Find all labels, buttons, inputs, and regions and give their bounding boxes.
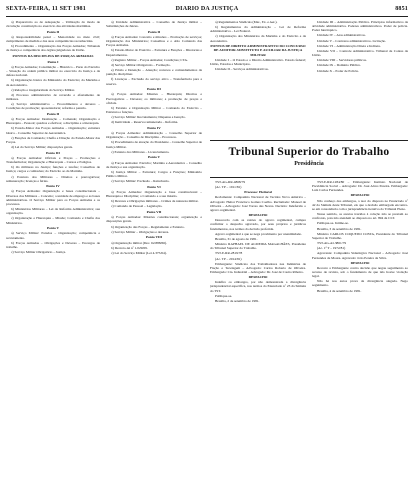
paragraph: e) Serviço administrativo – Procedimentos e deveres – Condições de promoção; aposentadoria; reforma e pensão.	[6, 102, 100, 111]
paragraph: b) Estatuto e Organização Militar – Comando do Exército – Estrutura e funções.	[106, 105, 202, 114]
paragraph: c) Funções de Comando; Chefia e Direção do Estado-Maior das Forças.	[6, 135, 100, 144]
paragraph: d) Lei do Serviço Militar; disposições gerais.	[11, 145, 73, 150]
paragraph: c) Relação e irregularidade do Serviço Militar.	[11, 87, 75, 92]
section-heading: Ponto V	[46, 226, 60, 231]
paragraph: c) Serviço Militar: Exclusão – Reinclusão.	[111, 179, 170, 184]
centered-label: DESPACHO	[350, 193, 370, 198]
paragraph: Unidade VI – Administração Direta e Indireta.	[317, 43, 381, 48]
paragraph: a) Organização militar (Dec. 62.888/66).	[111, 240, 167, 245]
paragraph: b) Justiça Militar – Estrutura; Cargos e Funções; Ministério Público Militar.	[106, 169, 202, 178]
centered-label: DESPACHO	[248, 213, 268, 218]
paragraph: a) Forças Armadas: Missões constitucionais; organização e disposições gerais.	[106, 215, 202, 224]
paragraph: c) Registro Militar – Forças Armadas; Condições; CTA.	[111, 57, 188, 62]
paragraph: a) Forças Armadas: Organização e bases constitucionais – Diversos dos Militares – Conceito; a unidade de emprego e as bases administrativas. O Serviço Militar para os Forças Armadas e os processos.	[6, 189, 100, 206]
paragraph: c) Serviço Militar: Recrutamento; Dispensa e Isenção.	[111, 115, 186, 120]
paragraph: Ministro RAPHAEL DE ALMEIDA MAGALHÃES, Presidente do Tribunal Superior do Trabalho.	[210, 242, 306, 251]
header-date: SEXTA-FEIRA, 11 SET 1981	[6, 6, 86, 12]
paragraph: b) Deveres e Obrigações militares – Crimes de natureza militar.	[111, 199, 199, 204]
paragraph: Recorre a Embargante contra decisão que negou seguimento ao recurso de revista, sob o fundamento de que não houve violação legal.	[312, 265, 408, 279]
column-4-bottom	[312, 180, 408, 498]
paragraph: c) Estatuto dos Militares – Direitos e prerrogativas; remuneração; licenças e férias.	[6, 174, 100, 183]
paragraph: Publique-se. Intime-se.	[317, 221, 349, 226]
paragraph: b) Forças Armadas – Obrigações e Deveres – Encargos de trabalho.	[6, 240, 100, 249]
paragraph: b) Procedimento – Organização das Forças Armadas; Tribunais de Justiça e competência dos órgãos julgadores da União.	[6, 44, 100, 53]
paragraph: Nesse sentido, os arestos trazidos à colação não se prestam ao confronto, pois não atendem ao disposto no art. 894 da CLT.	[312, 212, 408, 221]
section-heading: Ponto III	[147, 87, 161, 92]
section-heading: Ponto III	[46, 150, 60, 155]
paragraph: (Ac. TP – 2014/81)	[215, 256, 242, 261]
paragraph: TST-AG-RR-4868/79	[215, 180, 246, 184]
header-title: DIARIO DA JUSTIÇA	[175, 6, 239, 12]
column-1	[6, 20, 100, 498]
paragraph: b) Os militares na Justiça; funções e tarefas; Conselhos de Justiça; cargos e comissões; do Exército ao da Marinha.	[6, 165, 100, 174]
paragraph: a) Unidade Administrativa – Conselho de Justiça militar – Substituições de Juízes.	[106, 20, 202, 29]
paragraph: a) Forças Armadas: Missões – Hierarquia; Direitos e Prerrogativas – Deveres; os militares; a promoção de praças e oficiais.	[106, 92, 202, 105]
paragraph: f) Licenças – Exclusão do serviço ativo – Transferência para a reserva.	[106, 77, 202, 86]
paragraph: TST-E-RR-2819/78	[215, 251, 243, 256]
paragraph: Agravo regimental a que se nega provimento por unanimidade.	[215, 231, 302, 236]
paragraph: Unidade VII – Controle Administrativo. Tribunal de Contas da União.	[312, 48, 408, 58]
centered-label: Processo: Eleitoral	[244, 190, 272, 195]
paragraph: a) Forças Armadas: Administração – Conselho Superior de Organização – Conselho de Disciplina – Processos.	[106, 131, 202, 140]
paragraph: Unidade VIII – Servidores públicos.	[317, 58, 367, 63]
paragraph: (Ac. 1ª T – 1972/81)	[317, 246, 346, 251]
paragraph: a) Responsabilidade penal – Menoridade no meio civil; cumprimento de medida e das suas competências reconhecidas.	[6, 34, 100, 44]
paragraph: a) Forças Armadas: Oficiais e Praças – Promoções e Transferências; Organização e Hierarquia – Cursos e Estágios.	[6, 155, 100, 165]
section-heading: Ponto IV	[147, 125, 161, 130]
section-heading: Ponto VII	[146, 210, 162, 215]
paragraph: Reclamante: Companhia Nacional de Tecidos Nova América – Advogado: Heitor Francisco Gomes Coelho. Reclamado: Manoel de Oliveira – Advogado: José Torres das Neves. Decisão: Indeferido o agravo regimental.	[210, 195, 306, 212]
centered-label: DESPACHO	[350, 260, 370, 265]
paragraph: Unidade IV – Atos administrativos.	[317, 33, 366, 38]
section-heading: PONTOS DE DIREITO ADMINISTRATIVO DO CONCURSO DE AUDITOR-SUBSTITUTO E AUXILIAR DA JUSTIÇA MILITAR	[210, 44, 306, 57]
paragraph: Unidade X – Poder de Polícia.	[317, 68, 359, 73]
paragraph: a) Forças Armadas: Destinação – Comando; Organização e Hierarquia – Pessoal; quadros e efetivos; a disciplina e a hierarquia.	[6, 117, 100, 126]
paragraph: c) Organização dos Ministérios da Marinha e do Exército e da Aeronáutica.	[210, 34, 306, 43]
section-heading: PONTOS DA DISCIPLINA DE FORÇAS ARMADAS	[12, 54, 94, 59]
paragraph: d) Inatividade – Reserva remunerada – Reforma.	[111, 120, 179, 125]
column-3-bottom	[210, 180, 306, 498]
paragraph: Brasília, 2 de setembro de 1981.	[215, 298, 260, 303]
paragraph: a) Serviço Militar: Estados – Organização; competência e recrutamento.	[6, 231, 100, 240]
column-3-top	[210, 20, 306, 138]
paragraph: TST-E-RR-1284/80 – Embargante: Instituto Nacional de Previdência Social – Advogado: Dr. José Alves Pereira. Embargado: Luiz Carlos Fernandes.	[312, 180, 408, 193]
paragraph: (Ac. TP – 1911/81)	[215, 185, 242, 190]
paragraph: TST-AG-AI-3861/79	[317, 241, 347, 246]
centered-label: DESPACHO	[248, 275, 268, 280]
paragraph: a) Forças Armadas; Constituição – Histórico – Parte do Exército – Situação da ordem pública militar no exercício da Justiça e da defesa nacional.	[6, 64, 100, 78]
paragraph: b) Ministérios Militares – Lei da Reforma Administrativa; sua organização.	[6, 207, 100, 216]
paragraph: c) Serviço Militar Obrigatório – Justiça.	[11, 250, 66, 254]
paragraph: c) Estatuto dos Militares – Licenciamento.	[111, 149, 170, 154]
paragraph: Não há nos autos prova da divergência alegada. Nego seguimento.	[312, 279, 408, 288]
section-subtitle: Presidência	[294, 161, 324, 167]
paragraph: a) Regulamentos Sindicais (Mar., Ex. e Aer.).	[215, 20, 278, 24]
paragraph: Unidade IX – Domínio Público.	[317, 63, 362, 68]
section-heading: Ponto VI	[147, 184, 161, 189]
paragraph: Indefiro os embargos, por não demonstrada a divergência jurisprudencial específica, nos termos do Enunciado nº 23 da Súmula do TST.	[210, 280, 306, 293]
page-header	[6, 4, 408, 17]
section-heading: Ponto IV	[46, 184, 60, 189]
paragraph: c) Comando de Pessoal – Legislação.	[111, 204, 163, 209]
paragraph: Unidade II – Serviços Administrativos.	[215, 67, 269, 72]
paragraph: b) Organização das Forças – Regulamento e Estatuto.	[111, 224, 185, 229]
column-2	[106, 20, 202, 498]
section-heading: Ponto II	[46, 111, 60, 116]
paragraph: b) Estado-Maior das Forças Armadas – Organização; estrutura básica – Conselho Superior de Aeronáutica.	[6, 126, 100, 135]
paragraph: a) Forças Armadas: Conceito e missões – Promoção de serviços; Organização dos Ministérios; Conselhos e o Alto Comando das Forças Armadas.	[106, 34, 202, 48]
paragraph: Desacordo com as razões do agravo regimental, cumpre confirmar o despacho agravado, por seus próprios e jurídicos fundamentos, nos termos da decisão proferida.	[210, 218, 306, 231]
paragraph: a) Preparatório ao de Adequação – Utilização do modo de circulação constituição no exercício das atividades marítimas.	[6, 20, 100, 29]
header-page-number: 8851	[395, 6, 408, 12]
section-title: Tribunal Superior do Trabalho	[228, 146, 390, 158]
paragraph: Embargante: Sindicato dos Trabalhadores nas Indústrias de Fiação e Tecelagem – Advogado: Carlos Roberto de Oliveira. Embargado: Cia. Industrial – Advogado: Dr. José de Castro Ribeiro.	[210, 261, 306, 274]
paragraph: d) Serviço Militar Obrigatório – Formação.	[111, 62, 171, 67]
paragraph: b) Estado-Maior do Exército – Estrutura e Funções – Diretorias e Departamentos.	[106, 48, 202, 57]
section-banner	[210, 140, 408, 178]
paragraph: a) Forças Armadas: Organização e base constitucional – Hierarquia e Disciplina; o Comando e a sua missão.	[106, 189, 202, 199]
paragraph: Ministro CARLOS COQUEIJO COSTA, Presidente do Tribunal Superior do Trabalho.	[312, 231, 408, 240]
column-4-top	[312, 20, 408, 138]
paragraph: Publique-se.	[215, 293, 233, 298]
paragraph: c) Lei do Serviço Militar (Lei 4.375/64).	[111, 250, 167, 255]
paragraph: b) Organização básica do Ministério do Exército; da Marinha e da Aeronáutica.	[6, 78, 100, 87]
section-heading: Ponto II	[46, 29, 60, 34]
paragraph: Unidade V – Contratos administrativos. Licitação.	[317, 38, 387, 43]
paragraph: Brasília, 31 de agosto de 1981.	[215, 236, 258, 241]
paragraph: Brasília, 3 de setembro de 1981.	[317, 226, 362, 231]
section-heading: Ponto II	[147, 29, 161, 34]
paragraph: Unidade III – Administração Pública. Princípios informativos da atividade administrativa. Poderes administrativos. Poder de polícia. Poder hierárquico.	[312, 20, 408, 33]
paragraph: c) Organização e Hierarquia – Missão; Comando e Chefia dos Ministérios.	[6, 216, 100, 225]
paragraph: b) Decreto-lei nº 1.029/69.	[111, 245, 148, 250]
paragraph: a) Forças Armadas: Exército; Marinha e Aeronáutica – Conselho de Justiça e sua organização.	[106, 160, 202, 169]
paragraph: Unidade I – O Estado e o Direito Administrativo. Estado federal; União, Estados e Municípios.	[210, 57, 306, 66]
section-heading: Ponto I	[47, 59, 59, 64]
paragraph: Não conheço dos embargos, a teor do disposto no Enunciado nº 42 da Súmula deste Tribunal, eis que a decisão embargada encontra-se em consonância com a jurisprudência iterativa do Tribunal Pleno.	[312, 198, 408, 211]
paragraph: e) Prisão e Detenção – Atuação; recursos e comandamentos da punição disciplinar.	[106, 68, 202, 77]
paragraph: c) Serviço Militar – Obrigações e deveres.	[111, 229, 170, 234]
paragraph: d) Processo administrativo de reversão e afastamento de militares.	[6, 92, 100, 101]
section-heading: Ponto VIII	[145, 235, 163, 240]
paragraph: b) Regulamentos da Administração – Lei de Reforma Administrativa – Lei Federal.	[210, 25, 306, 34]
paragraph: Agravante: Companhia Siderúrgica Nacional – Advogado: José Fernandes de Moura. Agravado: João Pereira da Silva.	[312, 251, 408, 260]
paragraph: Brasília, 4 de setembro de 1981.	[317, 288, 362, 293]
paragraph: b) Procedimento de atuação do Presidente – Conselho Superior de Justiça Militar.	[106, 140, 202, 149]
section-heading: Ponto V	[147, 155, 161, 160]
